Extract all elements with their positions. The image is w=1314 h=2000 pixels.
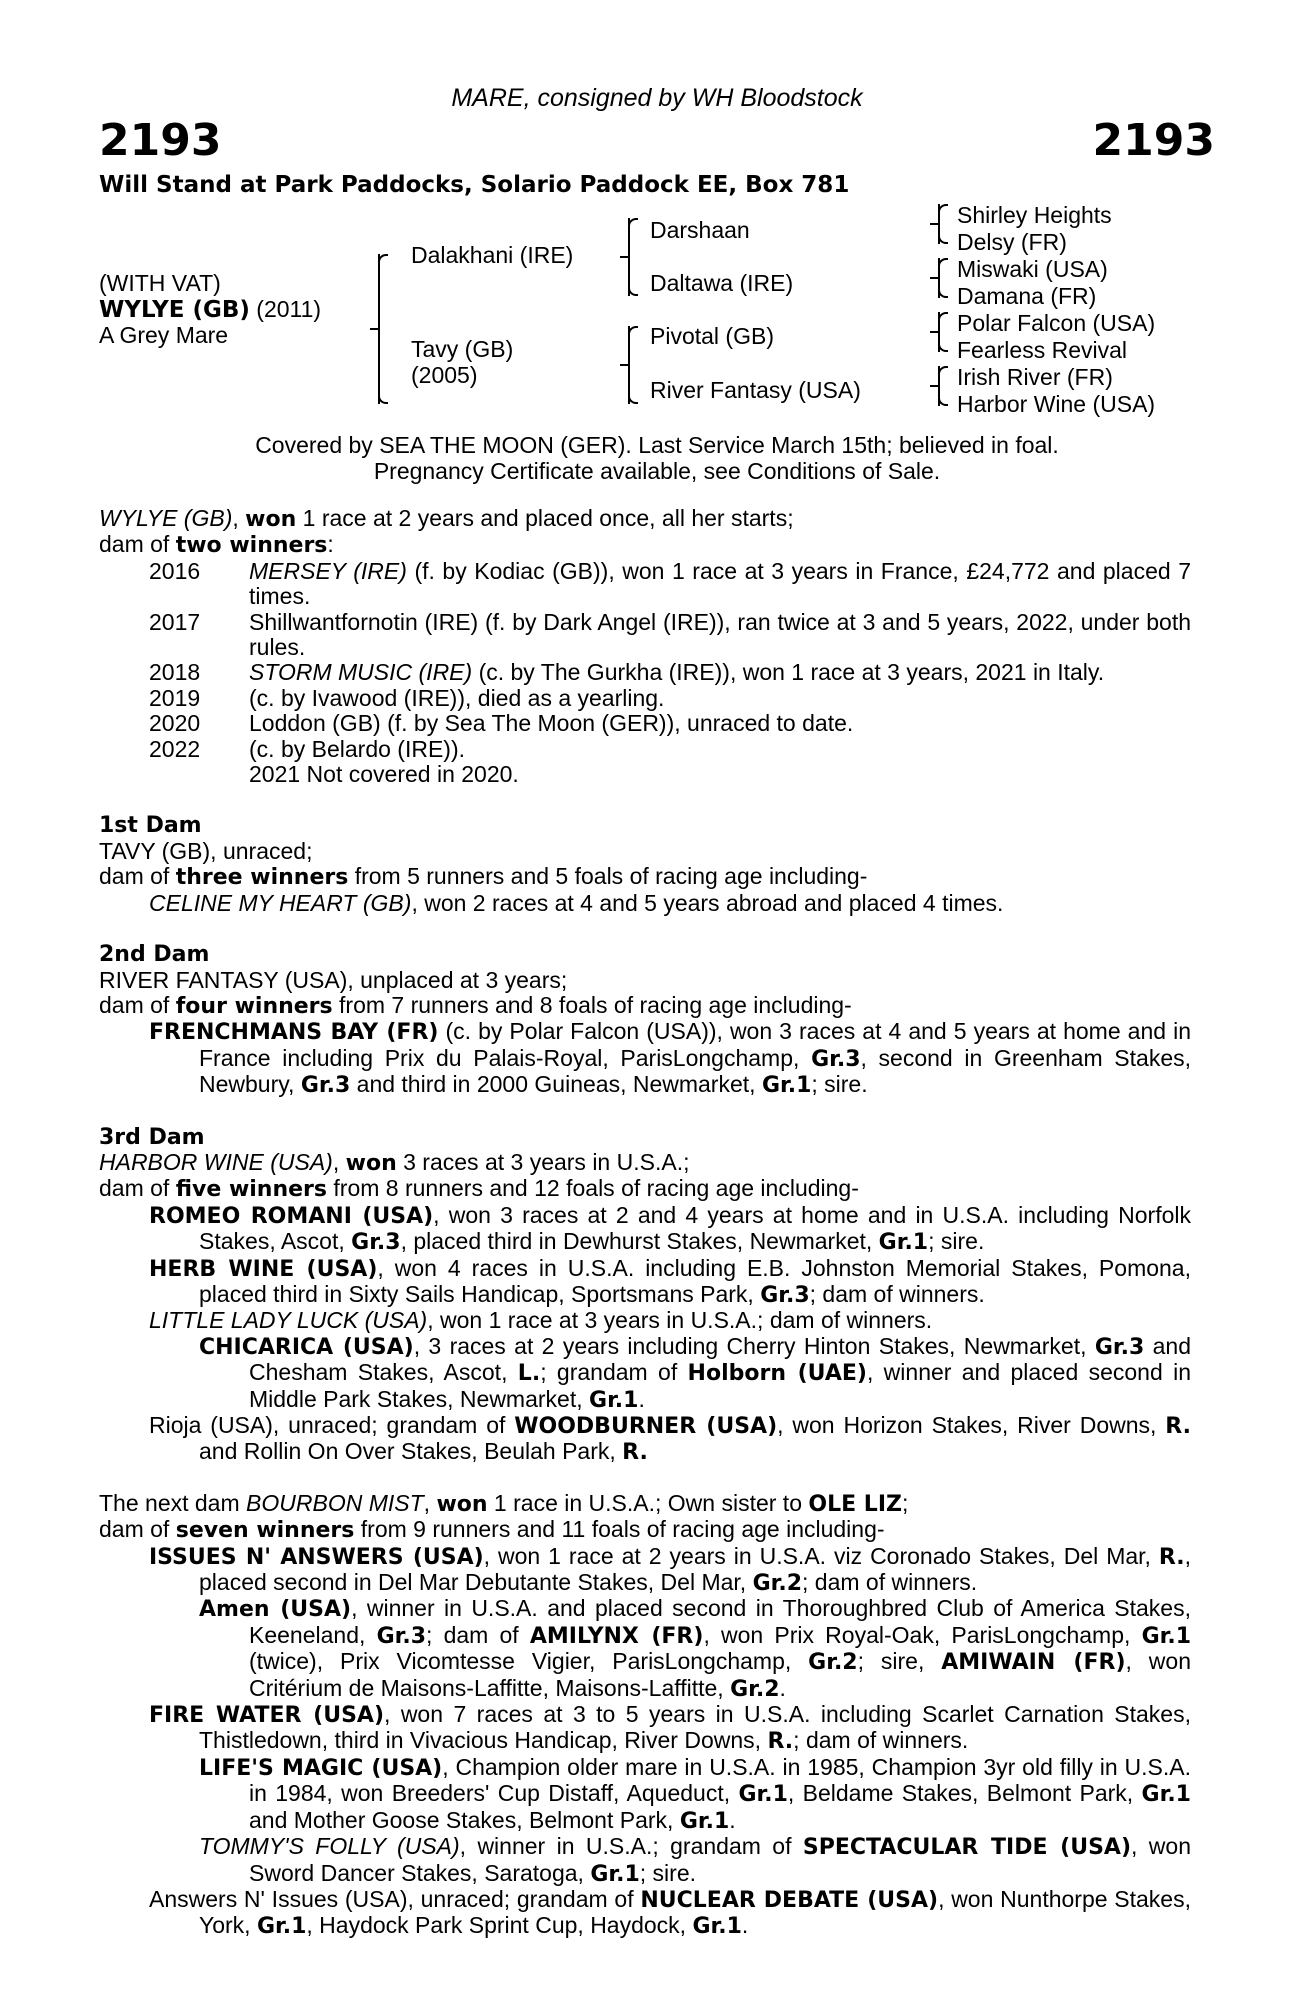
produce-text bbox=[249, 711, 1191, 736]
grade: Gr.2 bbox=[752, 1571, 802, 1597]
next-dam-text: ; bbox=[901, 1489, 909, 1516]
runner-answers-n-issues bbox=[99, 1887, 1191, 1940]
runner-little-lady-luck bbox=[99, 1308, 1191, 1333]
dam-of-end: : bbox=[327, 531, 334, 558]
runner-text: , won Prix Royal-Oak, ParisLongchamp, bbox=[703, 1621, 1142, 1648]
runner-name: LIFE'S MAGIC (USA) bbox=[199, 1755, 443, 1781]
pedigree-dam: Tavy (GB) bbox=[411, 336, 514, 362]
pedigree-bracket bbox=[938, 204, 950, 244]
produce-name: MERSEY (IRE) bbox=[249, 557, 407, 584]
dam-of-rest: from 9 runners and 11 foals of racing age including- bbox=[354, 1516, 885, 1543]
produce-name: STORM MUSIC (IRE) bbox=[249, 659, 473, 686]
runner-rioja bbox=[99, 1413, 1191, 1466]
grade: Gr.1 bbox=[1141, 1782, 1191, 1808]
produce-year: 2018 bbox=[149, 659, 201, 686]
dam1-line1: TAVY (GB), unraced; bbox=[99, 837, 313, 864]
runner-text: , 3 races at 2 years including Cherry Hinton Stakes, Newmarket, bbox=[413, 1332, 1095, 1359]
runner-text: ; sire. bbox=[639, 1859, 697, 1886]
consignment-line: MARE, consigned by WH Bloodstock bbox=[451, 84, 863, 112]
runner-herb-wine bbox=[99, 1256, 1191, 1309]
covered-line-2: Pregnancy Certificate available, see Conditions of Sale. bbox=[373, 458, 941, 484]
runner-text: and Chesham Stakes, Ascot, bbox=[249, 1332, 1192, 1386]
pedigree-dss: Polar Falcon (USA) bbox=[957, 310, 1156, 336]
horse-highlight: Holborn (UAE) bbox=[687, 1361, 867, 1387]
pedigree-sdd: Damana (FR) bbox=[957, 283, 1097, 309]
runner-text: , won 3 races at 2 and 4 years at home and in U.S.A. including Norfolk Stakes, Ascot, bbox=[199, 1201, 1191, 1255]
pedigree-ddd: Harbor Wine (USA) bbox=[957, 391, 1156, 417]
section-heading-1st-dam bbox=[99, 812, 1191, 838]
runner-text: ; grandam of bbox=[540, 1359, 688, 1386]
grade: R. bbox=[622, 1440, 648, 1466]
produce-year: 2016 bbox=[149, 557, 201, 584]
heading-text: 2nd Dam bbox=[99, 942, 210, 968]
produce-detail: Shillwantfornotin (IRE) (f. by Dark Angel (IRE)), ran twice at 3 and 5 years, 2022, under both rules. bbox=[249, 608, 1191, 661]
grade: R. bbox=[1165, 1414, 1191, 1439]
pedigree-dds: Irish River (FR) bbox=[957, 364, 1113, 390]
grade: Gr.1 bbox=[738, 1782, 788, 1808]
dam2-line1: RIVER FANTASY (USA), unplaced at 3 years; bbox=[99, 966, 568, 993]
dam-text: 3 races at 3 years in U.S.A.; bbox=[396, 1148, 690, 1175]
pedigree-dsd: Fearless Revival bbox=[957, 337, 1127, 363]
runner-name: TOMMY'S FOLLY (USA) bbox=[199, 1833, 460, 1860]
runner-text: ; dam of bbox=[426, 1621, 530, 1648]
runner-text: (c. by Polar Falcon (USA)), won 3 races at 4 and 5 years at home and in France including Prix du Palais-Royal, ParisLongchamp, bbox=[199, 1018, 1191, 1071]
next-dam-dam-of bbox=[99, 1517, 1191, 1543]
produce-detail: (c. by The Gurkha (IRE)), won 1 race at 3 years, 2021 in Italy. bbox=[472, 659, 1105, 686]
produce-detail: (c. by Ivawood (IRE)), died as a yearling. bbox=[249, 684, 665, 711]
runner-text: ; sire. bbox=[811, 1071, 868, 1098]
produce-intro-text: 1 race at 2 years and placed once, all her starts; bbox=[296, 505, 794, 531]
pedigree-sire-sire: Darshaan bbox=[650, 217, 750, 243]
grade: Gr.3 bbox=[811, 1046, 861, 1072]
produce-row bbox=[99, 559, 1191, 610]
horse-highlight: SPECTACULAR TIDE (USA) bbox=[802, 1835, 1132, 1861]
runner-text: , won Horizon Stakes, River Downs, bbox=[777, 1412, 1166, 1438]
runner-text: Rioja (USA), unraced; grandam of bbox=[149, 1412, 515, 1438]
grade: Gr.3 bbox=[760, 1282, 810, 1308]
grade: Gr.2 bbox=[730, 1676, 780, 1702]
grade: Gr.1 bbox=[692, 1914, 742, 1940]
stand-location: Will Stand at Park Paddocks, Solario Paddock EE, Box 781 bbox=[99, 172, 850, 198]
runner-text: and third in 2000 Guineas, Newmarket, bbox=[350, 1071, 762, 1098]
runner-text: , won Critérium de Maisons-Laffitte, Maisons-Laffitte, bbox=[249, 1648, 1191, 1701]
vat-note: (WITH VAT) bbox=[99, 270, 221, 296]
runner-text: , winner and placed second in Middle Park Stakes, Newmarket, bbox=[249, 1359, 1191, 1412]
produce-detail: Loddon (GB) (f. by Sea The Moon (GER)), unraced to date. bbox=[249, 710, 854, 737]
runner-name: CHICARICA (USA) bbox=[199, 1334, 414, 1360]
runner-text: . bbox=[779, 1674, 786, 1701]
runner-issues-n-answers bbox=[99, 1544, 1191, 1597]
winners-count: seven winners bbox=[175, 1518, 355, 1544]
produce-year: 2017 bbox=[149, 608, 201, 635]
winners-count: four winners bbox=[175, 993, 333, 1019]
dam-of-label: dam of bbox=[99, 1516, 176, 1543]
lot-number-left: 2193 bbox=[99, 115, 222, 166]
sep: , bbox=[332, 1148, 346, 1175]
runner-text: ; dam of winners. bbox=[809, 1280, 985, 1307]
runner-text: , winner in U.S.A. and placed second in Thoroughbred Club of America Stakes, Keeneland, bbox=[249, 1595, 1191, 1648]
dam3-line1 bbox=[99, 1150, 1191, 1176]
dam3-dam-of bbox=[99, 1176, 1191, 1202]
produce-intro: WYLYE (GB), won 1 race at 2 years and placed once, all her starts; bbox=[99, 505, 794, 532]
pedigree-bracket bbox=[938, 258, 950, 298]
produce-year: 2022 bbox=[149, 735, 201, 762]
sep: , bbox=[423, 1489, 437, 1516]
won-label: won bbox=[345, 1150, 397, 1176]
produce-row bbox=[99, 762, 1191, 787]
produce-detail: (c. by Belardo (IRE)). bbox=[249, 735, 465, 762]
pedigree-bracket bbox=[378, 254, 390, 404]
pedigree-dam-year: (2005) bbox=[411, 362, 478, 388]
runner-name: Amen (USA) bbox=[199, 1597, 352, 1623]
grade: R. bbox=[767, 1729, 794, 1755]
won-label: won bbox=[436, 1491, 488, 1517]
pedigree-bracket bbox=[628, 218, 640, 296]
horse-highlight: AMIWAIN (FR) bbox=[941, 1650, 1126, 1676]
won-label: won bbox=[245, 507, 297, 532]
section-heading-2nd-dam bbox=[99, 941, 1191, 967]
grade: Gr.3 bbox=[1094, 1334, 1145, 1360]
grade: R. bbox=[1158, 1544, 1185, 1570]
runner-text: . bbox=[729, 1806, 736, 1833]
horse-highlight: NUCLEAR DEBATE (USA) bbox=[640, 1887, 939, 1913]
runner-text: ; sire, bbox=[857, 1648, 942, 1675]
runner-name: HERB WINE (USA) bbox=[149, 1256, 378, 1282]
runner-text: ; dam of winners. bbox=[802, 1569, 978, 1596]
horse-highlight: AMILYNX (FR) bbox=[529, 1623, 704, 1649]
dam1-runner bbox=[99, 891, 1191, 916]
winners-count: three winners bbox=[175, 865, 349, 891]
runner-text: . bbox=[741, 1912, 749, 1939]
runner-text: . bbox=[638, 1385, 645, 1412]
next-dam-text: 1 race in U.S.A.; Own sister to bbox=[487, 1489, 809, 1516]
runner-name: FRENCHMANS BAY (FR) bbox=[149, 1020, 439, 1046]
produce-year: 2020 bbox=[149, 710, 201, 737]
grade: Gr.1 bbox=[761, 1073, 812, 1099]
pedigree-sds: Miswaki (USA) bbox=[957, 256, 1108, 282]
section-heading-3rd-dam bbox=[99, 1124, 1191, 1150]
runner-text: ; sire. bbox=[928, 1228, 985, 1255]
produce-text bbox=[249, 737, 1191, 762]
runner-chicarica bbox=[99, 1334, 1191, 1413]
dam2-runner bbox=[99, 1019, 1191, 1098]
dam-of-rest: from 5 runners and 5 foals of racing age including- bbox=[348, 863, 868, 890]
runner-text: and Rollin On Over Stakes, Beulah Park, bbox=[199, 1438, 623, 1465]
dam-of-label: dam of bbox=[99, 531, 176, 558]
runner-name: ROMEO ROMANI (USA) bbox=[149, 1203, 434, 1229]
runner-text: , Champion older mare in U.S.A. in 1985, Champion 3yr old filly in U.S.A. in 1984, won Breeders' Cup Distaff, Aqueduct, bbox=[249, 1753, 1192, 1807]
runner-lifes-magic bbox=[99, 1755, 1191, 1834]
pedigree-bracket bbox=[628, 326, 640, 404]
heading-text: 1st Dam bbox=[99, 813, 202, 839]
runner-name: FIRE WATER (USA) bbox=[149, 1703, 384, 1729]
next-dam-text: The next dam bbox=[99, 1489, 247, 1516]
produce-dam-of bbox=[99, 532, 1191, 558]
produce-text bbox=[249, 660, 1191, 685]
horse-description: A Grey Mare bbox=[99, 322, 229, 348]
pedigree-sire: Dalakhani (IRE) bbox=[411, 242, 574, 268]
runner-romeo-romani bbox=[99, 1203, 1191, 1256]
winners-count: two winners bbox=[175, 533, 328, 559]
pedigree-sss: Shirley Heights bbox=[957, 202, 1112, 228]
runner-text: , won 4 races in U.S.A. including E.B. Johnston Memorial Stakes, Pomona, placed third in Sixty Sails Handicap, Sportsmans Park, bbox=[199, 1254, 1191, 1307]
horse-highlight: WOODBURNER (USA) bbox=[514, 1414, 778, 1439]
next-dam-line1 bbox=[99, 1491, 1191, 1517]
horse-name: WYLYE (GB) bbox=[99, 297, 250, 323]
grade: Gr.2 bbox=[808, 1650, 858, 1676]
pedigree-dam-sire: Pivotal (GB) bbox=[650, 323, 774, 349]
runner-text: , winner in U.S.A.; grandam of bbox=[459, 1833, 803, 1860]
produce-row bbox=[99, 610, 1191, 661]
grade: Gr.3 bbox=[300, 1073, 351, 1099]
grade: Gr.1 bbox=[1141, 1623, 1192, 1649]
grade: L. bbox=[517, 1361, 541, 1387]
not-covered-note: 2021 Not covered in 2020. bbox=[249, 761, 519, 788]
pedigree-bracket bbox=[938, 366, 950, 406]
produce-row bbox=[99, 711, 1191, 736]
runner-name: ISSUES N' ANSWERS (USA) bbox=[149, 1544, 484, 1570]
grade: Gr.1 bbox=[589, 1387, 639, 1413]
horse-year: (2011) bbox=[249, 296, 322, 322]
produce-detail: (f. by Kodiac (GB)), won 1 race at 3 years in France, £24,772 and placed 7 times. bbox=[249, 557, 1191, 610]
heading-text: 3rd Dam bbox=[99, 1124, 205, 1150]
runner-fire-water bbox=[99, 1702, 1191, 1755]
grade: Gr.1 bbox=[878, 1230, 929, 1256]
horse-name-line bbox=[99, 296, 321, 323]
runner-text: Answers N' Issues (USA), unraced; grandam of bbox=[149, 1885, 641, 1912]
grade: Gr.1 bbox=[590, 1861, 640, 1887]
produce-text bbox=[249, 610, 1191, 661]
covered-note bbox=[0, 432, 1314, 484]
produce-row bbox=[99, 737, 1191, 762]
dam-of-label: dam of bbox=[99, 1175, 176, 1202]
produce-row bbox=[99, 660, 1191, 685]
produce-row bbox=[99, 686, 1191, 711]
runner-text: (twice), Prix Vicomtesse Vigier, ParisLongchamp, bbox=[249, 1648, 809, 1675]
dam-name: HARBOR WINE (USA) bbox=[99, 1148, 333, 1175]
dam1-dam-of bbox=[99, 864, 1191, 890]
runner-text: , won Nunthorpe Stakes, York, bbox=[199, 1885, 1191, 1939]
runner-text: , won 1 race at 2 years in U.S.A. viz Coronado Stakes, Del Mar, bbox=[483, 1542, 1159, 1569]
horse-highlight: OLE LIZ bbox=[808, 1491, 902, 1517]
produce-text bbox=[249, 559, 1191, 610]
lot-number-right: 2193 bbox=[1092, 115, 1215, 166]
runner-text: , won 2 races at 4 and 5 years abroad and placed 4 times. bbox=[411, 889, 1004, 916]
pedigree-sire-dam: Daltawa (IRE) bbox=[650, 270, 794, 296]
runner-text: , won Sword Dancer Stakes, Saratoga, bbox=[249, 1833, 1191, 1886]
pedigree-dam-dam: River Fantasy (USA) bbox=[650, 377, 861, 403]
grade: Gr.3 bbox=[376, 1623, 427, 1649]
runner-text: , Beldame Stakes, Belmont Park, bbox=[787, 1780, 1142, 1807]
produce-text bbox=[249, 686, 1191, 711]
grade: Gr.1 bbox=[256, 1914, 307, 1940]
runner-text: , won 1 race at 3 years in U.S.A.; dam of winners. bbox=[427, 1307, 933, 1334]
runner-text: , placed third in Dewhurst Stakes, Newmarket, bbox=[400, 1228, 879, 1255]
runner-text: , second in Greenham Stakes, Newbury, bbox=[199, 1044, 1192, 1098]
dam-of-rest: from 7 runners and 8 foals of racing age including- bbox=[332, 991, 852, 1018]
pedigree-bracket bbox=[938, 312, 950, 352]
runner-text: , placed second in Del Mar Debutante Stakes, Del Mar, bbox=[199, 1542, 1191, 1596]
runner-amen bbox=[99, 1596, 1191, 1702]
dam-of-label: dam of bbox=[99, 991, 176, 1018]
produce-year: 2019 bbox=[149, 684, 201, 711]
dam-name: BOURBON MIST bbox=[246, 1489, 424, 1516]
runner-name: LITTLE LADY LUCK (USA) bbox=[149, 1307, 428, 1334]
dam-of-rest: from 8 runners and 12 foals of racing age including- bbox=[327, 1175, 859, 1202]
covered-line-1: Covered by SEA THE MOON (GER). Last Service March 15th; believed in foal. bbox=[255, 432, 1059, 458]
grade: Gr.1 bbox=[679, 1808, 730, 1834]
runner-text: , won 7 races at 3 to 5 years in U.S.A. including Scarlet Carnation Stakes, Thistledown, third in Vivacious Handicap, River Downs, bbox=[199, 1701, 1191, 1754]
winners-count: five winners bbox=[175, 1177, 328, 1203]
runner-name: CELINE MY HEART (GB) bbox=[149, 889, 412, 916]
catalogue-body bbox=[99, 506, 1191, 1940]
runner-tommys-folly bbox=[99, 1834, 1191, 1887]
produce-horse-name: WYLYE (GB) bbox=[99, 505, 233, 531]
runner-text: , Haydock Park Sprint Cup, Haydock, bbox=[306, 1912, 693, 1939]
pedigree-ssd: Delsy (FR) bbox=[957, 229, 1067, 255]
runner-text: and Mother Goose Stakes, Belmont Park, bbox=[249, 1806, 680, 1833]
dam2-dam-of bbox=[99, 993, 1191, 1019]
dam-of-label: dam of bbox=[99, 863, 176, 890]
runner-text: ; dam of winners. bbox=[793, 1727, 969, 1754]
grade: Gr.3 bbox=[351, 1230, 401, 1256]
